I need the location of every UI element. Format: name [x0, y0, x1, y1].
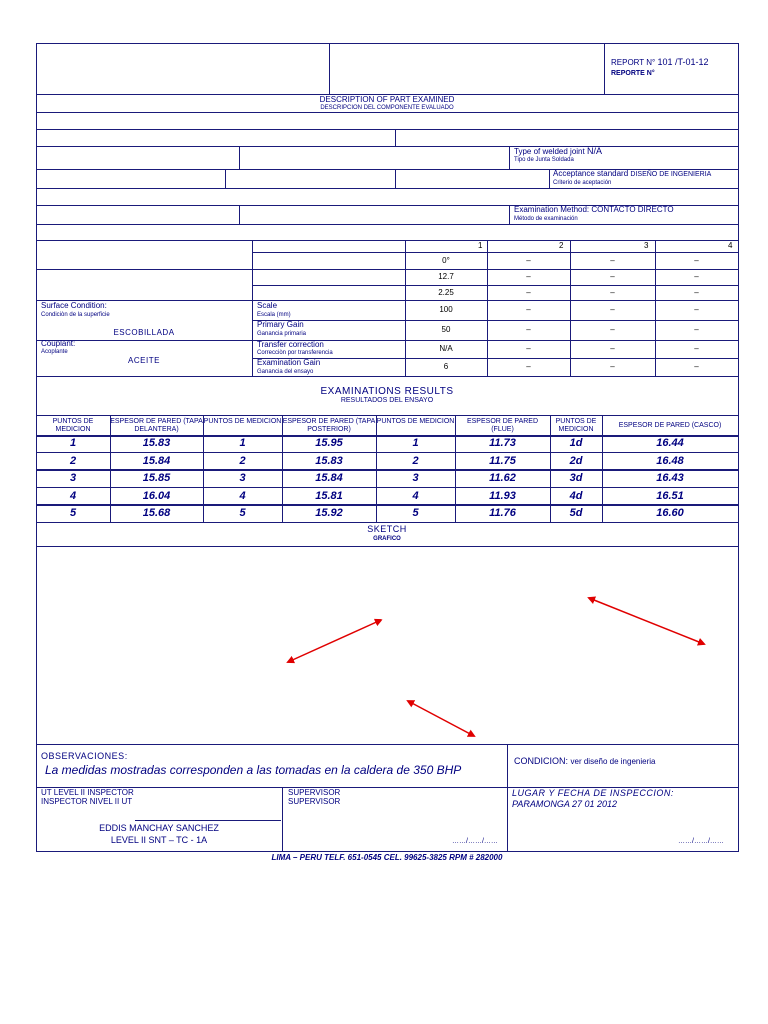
results-cell: 1 — [239, 437, 246, 449]
observations-label: OBSERVACIONES: — [41, 751, 128, 761]
results-header: ESPESOR DE PARED (TAPA POSTERIOR) — [282, 418, 376, 433]
primary-gain-label-es: Ganancia primaria — [257, 331, 307, 337]
results-cell: 1d — [569, 437, 583, 449]
probe-value: 0° — [442, 256, 450, 265]
probe-cell: – — [694, 344, 699, 353]
sketch-area — [36, 546, 738, 744]
supervisor-label: SUPERVISOR — [288, 788, 341, 797]
surface-condition-label: Surface Condition: — [41, 301, 107, 310]
probe-value: 12.7 — [438, 272, 454, 281]
acceptance-value: DISEÑO DE INGENIERIA — [630, 171, 712, 178]
place-label: LUGAR Y FECHA DE INSPECCION: — [512, 788, 674, 798]
scale-label: Scale — [257, 301, 278, 310]
report-number-label: REPORT N° — [611, 58, 656, 67]
probe-value: N/A — [439, 344, 453, 353]
probe-value: 6 — [443, 362, 449, 371]
results-cell: 15.84 — [315, 472, 343, 484]
results-cell: 16.43 — [656, 472, 684, 484]
results-cell: 15.95 — [315, 437, 343, 449]
weld-joint-label: Type of welded joint — [514, 147, 585, 156]
probe-cell: – — [610, 256, 615, 265]
results-cell: 1 — [69, 437, 77, 449]
results-cell: 2 — [69, 455, 77, 467]
results-cell: 5 — [412, 507, 419, 519]
probe-cell: – — [610, 288, 615, 297]
results-cell: 16.04 — [142, 490, 171, 502]
scale-label-es: Escala (mm) — [257, 312, 291, 318]
transfer-correction-label: Transfer correction — [257, 340, 324, 349]
examination-gain-label-es: Ganancia del ensayo — [257, 369, 314, 375]
probe-cell: – — [526, 288, 531, 297]
results-cell: 5 — [69, 507, 77, 519]
probe-cell: – — [694, 288, 699, 297]
results-cell: 15.81 — [315, 490, 343, 502]
couplant-value: ACEITE — [128, 356, 160, 365]
results-header: PUNTOS DE MEDICION — [52, 418, 94, 433]
surface-condition-label-es: Condiciòn de la superficie — [41, 312, 110, 318]
probe-col-2: 2 — [559, 241, 564, 250]
results-cell: 11.75 — [489, 455, 516, 467]
inspector-name: EDDIS MANCHAY SANCHEZ — [99, 823, 219, 833]
method-value: CONTACTO DIRECTO — [591, 205, 674, 214]
results-title: EXAMINATIONS RESULTS — [320, 386, 454, 397]
probe-cell: – — [694, 272, 699, 281]
probe-cell: – — [610, 362, 615, 371]
probe-cell: – — [694, 305, 699, 314]
probe-cell: – — [694, 362, 699, 371]
probe-cell: – — [694, 325, 699, 334]
results-cell: 5d — [569, 507, 583, 519]
results-cell: 4d — [569, 490, 583, 502]
probe-cell: – — [610, 344, 615, 353]
observations-text: La medidas mostradas corresponden a las tomadas en la caldera de 350 BHP — [45, 763, 462, 777]
probe-cell: – — [610, 272, 615, 281]
supervisor-date: ……/……/…… — [452, 838, 498, 845]
supervisor-label-es: SUPERVISOR — [288, 797, 341, 806]
measurement-arrow — [288, 620, 381, 662]
results-title-es: RESULTADOS DEL ENSAYO — [340, 397, 434, 404]
results-cell: 2 — [412, 455, 419, 467]
measurement-arrow — [589, 598, 704, 644]
results-cell: 16.48 — [656, 455, 684, 467]
probe-col-4: 4 — [728, 241, 733, 250]
results-header: ESPESOR DE PARED (TAPA DELANTERA) — [110, 418, 203, 433]
probe-cell: – — [526, 272, 531, 281]
results-cell: 16.44 — [656, 437, 684, 449]
acceptance-label-es: Criterio de aceptación — [553, 180, 612, 186]
results-cell: 15.85 — [142, 472, 171, 484]
place-value: PARAMONGA 27 01 2012 — [512, 799, 618, 809]
place-date: ……/……/…… — [678, 838, 724, 845]
probe-value: 2.25 — [438, 288, 454, 297]
examination-gain-label: Examination Gain — [257, 358, 321, 367]
inspector-level: LEVEL II SNT – TC - 1A — [110, 835, 208, 845]
probe-col-1: 1 — [478, 241, 483, 250]
results-cell: 16.51 — [656, 490, 684, 502]
weld-joint-label-es: Tipo de Junta Soldada — [514, 157, 574, 163]
probe-cell: – — [610, 305, 615, 314]
method-label-es: Método de examinación — [514, 216, 578, 222]
results-cell: 5 — [239, 507, 246, 519]
inspector-label: UT LEVEL II INSPECTOR — [41, 788, 134, 797]
results-header: PUNTOS DE MEDICION — [203, 418, 282, 425]
couplant-label: Couplant: — [41, 339, 76, 348]
couplant-label-es: Acoplante — [41, 349, 68, 355]
results-cell: 16.60 — [656, 507, 684, 519]
sketch-title: SKETCH — [367, 524, 407, 534]
probe-value: 100 — [439, 305, 453, 314]
probe-value: 50 — [441, 325, 451, 334]
results-cell: 15.92 — [315, 507, 343, 519]
results-header: ESPESOR DE PARED (FLUE) — [466, 418, 539, 433]
description-title: DESCRIPTION OF PART EXAMINED — [319, 95, 455, 104]
report-number: 101 /T-01-12 — [657, 57, 709, 67]
results-cell: 11.73 — [489, 437, 516, 449]
probe-cell: – — [526, 344, 531, 353]
condition-label: CONDICION: — [514, 756, 568, 766]
method-label: Examination Method: — [514, 205, 590, 214]
results-cell: 15.68 — [142, 507, 171, 519]
measurement-arrow — [408, 701, 474, 736]
sketch-title-es: GRAFICO — [373, 536, 401, 542]
footer-contact: LIMA – PERU TELF. 651-0545 CEL. 99625-3825 RPM # 282000 — [271, 853, 503, 862]
results-cell: 3 — [412, 472, 419, 484]
results-cell: 4 — [412, 490, 419, 502]
results-cell: 11.62 — [489, 472, 516, 484]
inspector-label-es: INSPECTOR NIVEL II UT — [41, 797, 133, 806]
results-cell: 2d — [569, 455, 583, 467]
probe-cell: – — [526, 256, 531, 265]
report-number-label-es: REPORTE N° — [611, 70, 655, 77]
results-cell: 4 — [69, 490, 77, 502]
results-cell: 4 — [239, 490, 246, 502]
results-header: PUNTOS DE MEDICION — [376, 418, 455, 425]
results-header: PUNTOS DE MEDICION — [555, 418, 597, 433]
probe-cell: – — [610, 325, 615, 334]
transfer-correction-label-es: Correcciòn por transferencia — [257, 350, 333, 356]
acceptance-label: Acceptance standard — [553, 169, 629, 178]
probe-cell: – — [526, 362, 531, 371]
results-cell: 15.84 — [142, 455, 171, 467]
results-cell: 1 — [412, 437, 419, 449]
results-cell: 3 — [239, 472, 246, 484]
results-cell: 3 — [69, 472, 77, 484]
weld-joint-value: N/A — [586, 146, 602, 156]
condition-value: ver diseño de ingenieria — [570, 757, 656, 766]
results-header: ESPESOR DE PARED (CASCO) — [618, 422, 722, 429]
results-cell: 11.76 — [489, 507, 516, 519]
results-cell: 3d — [569, 472, 583, 484]
results-cell: 15.83 — [142, 437, 171, 449]
probe-cell: – — [526, 305, 531, 314]
probe-cell: – — [526, 325, 531, 334]
results-cell: 11.93 — [489, 490, 516, 502]
probe-cell: – — [694, 256, 699, 265]
description-title-es: DESCRIPCION DEL COMPONENTE EVALUADO — [320, 105, 454, 111]
results-cell: 2 — [239, 455, 246, 467]
probe-col-3: 3 — [644, 241, 649, 250]
results-cell: 15.83 — [315, 455, 343, 467]
surface-condition-value: ESCOBILLADA — [113, 328, 175, 337]
primary-gain-label: Primary Gain — [257, 320, 304, 329]
